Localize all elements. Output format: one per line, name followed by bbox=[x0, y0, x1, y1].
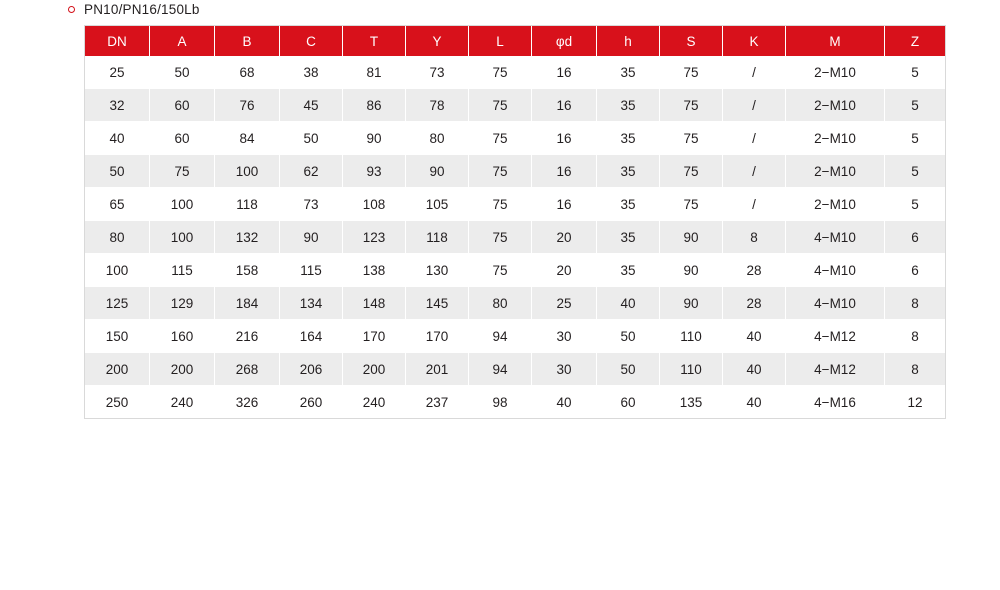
table-cell: 164 bbox=[280, 320, 343, 353]
table-cell: 100 bbox=[150, 221, 215, 254]
table-cell: 75 bbox=[469, 254, 532, 287]
table-cell: 35 bbox=[597, 56, 660, 89]
spec-table bbox=[85, 26, 945, 418]
table-cell: 75 bbox=[469, 221, 532, 254]
table-cell: 75 bbox=[660, 56, 723, 89]
table-row bbox=[85, 287, 945, 320]
table-row bbox=[85, 221, 945, 254]
table-row bbox=[85, 89, 945, 122]
table-cell: 200 bbox=[150, 353, 215, 386]
table-cell: 98 bbox=[469, 386, 532, 419]
table-cell: 135 bbox=[660, 386, 723, 419]
table-cell: 8 bbox=[723, 221, 786, 254]
table-cell: 200 bbox=[85, 353, 150, 386]
table-cell: 75 bbox=[660, 155, 723, 188]
table-cell: 20 bbox=[532, 221, 597, 254]
table-cell: 158 bbox=[215, 254, 280, 287]
table-cell: 6 bbox=[885, 254, 946, 287]
table-cell: 75 bbox=[660, 89, 723, 122]
table-cell: 250 bbox=[85, 386, 150, 419]
table-row bbox=[85, 122, 945, 155]
table-cell: 75 bbox=[469, 89, 532, 122]
table-cell: 148 bbox=[343, 287, 406, 320]
table-cell: 28 bbox=[723, 254, 786, 287]
table-cell: 4−M16 bbox=[786, 386, 885, 419]
table-cell: 170 bbox=[343, 320, 406, 353]
column-header: DN bbox=[85, 26, 150, 56]
table-cell: 2−M10 bbox=[786, 89, 885, 122]
table-cell: 130 bbox=[406, 254, 469, 287]
table-cell: 16 bbox=[532, 122, 597, 155]
table-cell: 237 bbox=[406, 386, 469, 419]
table-cell: 123 bbox=[343, 221, 406, 254]
table-cell: 216 bbox=[215, 320, 280, 353]
table-cell: 206 bbox=[280, 353, 343, 386]
table-cell: 35 bbox=[597, 254, 660, 287]
table-cell: 76 bbox=[215, 89, 280, 122]
table-cell: 32 bbox=[85, 89, 150, 122]
table-cell: 75 bbox=[660, 122, 723, 155]
table-header bbox=[85, 26, 945, 56]
table-cell: 75 bbox=[660, 188, 723, 221]
table-cell: 80 bbox=[406, 122, 469, 155]
table-row bbox=[85, 56, 945, 89]
table-cell: 28 bbox=[723, 287, 786, 320]
table-cell: 100 bbox=[85, 254, 150, 287]
caption-label: PN10/PN16/150Lb bbox=[84, 2, 200, 17]
column-header: B bbox=[215, 26, 280, 56]
table-cell: 50 bbox=[150, 56, 215, 89]
table-cell: 268 bbox=[215, 353, 280, 386]
table-cell: 90 bbox=[660, 254, 723, 287]
table-cell: 30 bbox=[532, 320, 597, 353]
table-cell: 110 bbox=[660, 320, 723, 353]
table-cell: 2−M10 bbox=[786, 188, 885, 221]
table-cell: 68 bbox=[215, 56, 280, 89]
table-cell: 201 bbox=[406, 353, 469, 386]
table-cell: 50 bbox=[85, 155, 150, 188]
table-cell: 62 bbox=[280, 155, 343, 188]
table-header-row bbox=[85, 26, 945, 56]
table-cell: 78 bbox=[406, 89, 469, 122]
table-cell: 75 bbox=[469, 188, 532, 221]
table-cell: 16 bbox=[532, 188, 597, 221]
table-cell: 25 bbox=[85, 56, 150, 89]
circle-bullet-icon bbox=[68, 6, 77, 15]
table-cell: 75 bbox=[469, 56, 532, 89]
table-cell: 5 bbox=[885, 188, 946, 221]
column-header: Z bbox=[885, 26, 946, 56]
column-header: C bbox=[280, 26, 343, 56]
table-cell: 40 bbox=[532, 386, 597, 419]
table-cell: 4−M10 bbox=[786, 287, 885, 320]
table-cell: 90 bbox=[280, 221, 343, 254]
table-cell: 75 bbox=[469, 122, 532, 155]
table-cell: 50 bbox=[280, 122, 343, 155]
table-cell: 240 bbox=[150, 386, 215, 419]
table-cell: 60 bbox=[597, 386, 660, 419]
column-header: h bbox=[597, 26, 660, 56]
table-cell: 94 bbox=[469, 320, 532, 353]
table-cell: 134 bbox=[280, 287, 343, 320]
table-cell: 115 bbox=[280, 254, 343, 287]
table-cell: 40 bbox=[597, 287, 660, 320]
table-cell: / bbox=[723, 56, 786, 89]
table-cell: 75 bbox=[150, 155, 215, 188]
table-cell: 108 bbox=[343, 188, 406, 221]
table-cell: 8 bbox=[885, 353, 946, 386]
table-cell: 138 bbox=[343, 254, 406, 287]
column-header: A bbox=[150, 26, 215, 56]
table-cell: 94 bbox=[469, 353, 532, 386]
table-row bbox=[85, 254, 945, 287]
table-cell: 75 bbox=[469, 155, 532, 188]
table-cell: 80 bbox=[85, 221, 150, 254]
column-header: Y bbox=[406, 26, 469, 56]
table-cell: 125 bbox=[85, 287, 150, 320]
table-cell: 5 bbox=[885, 89, 946, 122]
table-row bbox=[85, 188, 945, 221]
table-cell: 170 bbox=[406, 320, 469, 353]
table-cell: 45 bbox=[280, 89, 343, 122]
table-cell: 6 bbox=[885, 221, 946, 254]
table-cell: 38 bbox=[280, 56, 343, 89]
table-cell: 35 bbox=[597, 188, 660, 221]
table-cell: 105 bbox=[406, 188, 469, 221]
column-header: T bbox=[343, 26, 406, 56]
table-cell: 20 bbox=[532, 254, 597, 287]
table-cell: 5 bbox=[885, 155, 946, 188]
table-cell: 184 bbox=[215, 287, 280, 320]
table-cell: 25 bbox=[532, 287, 597, 320]
column-header: M bbox=[786, 26, 885, 56]
column-header: φd bbox=[532, 26, 597, 56]
table-cell: 118 bbox=[215, 188, 280, 221]
table-cell: 73 bbox=[406, 56, 469, 89]
table-cell: 73 bbox=[280, 188, 343, 221]
table-cell: 160 bbox=[150, 320, 215, 353]
table-cell: 115 bbox=[150, 254, 215, 287]
table-cell: 4−M12 bbox=[786, 353, 885, 386]
table-cell: 118 bbox=[406, 221, 469, 254]
table-cell: 50 bbox=[597, 320, 660, 353]
table-cell: 5 bbox=[885, 56, 946, 89]
column-header: K bbox=[723, 26, 786, 56]
table-cell: / bbox=[723, 188, 786, 221]
table-cell: / bbox=[723, 89, 786, 122]
table-row bbox=[85, 320, 945, 353]
table-cell: 60 bbox=[150, 122, 215, 155]
table-cell: 16 bbox=[532, 56, 597, 89]
table-cell: 100 bbox=[215, 155, 280, 188]
column-header: L bbox=[469, 26, 532, 56]
table-cell: 30 bbox=[532, 353, 597, 386]
table-cell: 145 bbox=[406, 287, 469, 320]
table-cell: 60 bbox=[150, 89, 215, 122]
table-body bbox=[85, 56, 945, 418]
table-cell: 200 bbox=[343, 353, 406, 386]
table-cell: 40 bbox=[723, 353, 786, 386]
table-row bbox=[85, 353, 945, 386]
table-cell: / bbox=[723, 155, 786, 188]
table-cell: 93 bbox=[343, 155, 406, 188]
table-cell: 90 bbox=[660, 221, 723, 254]
table-cell: 80 bbox=[469, 287, 532, 320]
table-cell: 150 bbox=[85, 320, 150, 353]
table-cell: 110 bbox=[660, 353, 723, 386]
table-cell: 129 bbox=[150, 287, 215, 320]
table-cell: 50 bbox=[597, 353, 660, 386]
table-cell: 4−M12 bbox=[786, 320, 885, 353]
table-cell: 4−M10 bbox=[786, 221, 885, 254]
table-cell: 2−M10 bbox=[786, 56, 885, 89]
table-cell: 90 bbox=[660, 287, 723, 320]
table-row bbox=[85, 155, 945, 188]
table-cell: 16 bbox=[532, 155, 597, 188]
table-cell: 35 bbox=[597, 89, 660, 122]
section-caption bbox=[68, 0, 200, 20]
table-cell: 35 bbox=[597, 221, 660, 254]
table-cell: 8 bbox=[885, 320, 946, 353]
table-cell: 35 bbox=[597, 155, 660, 188]
table-cell: 5 bbox=[885, 122, 946, 155]
table-cell: 132 bbox=[215, 221, 280, 254]
table-cell: 4−M10 bbox=[786, 254, 885, 287]
table-cell: 86 bbox=[343, 89, 406, 122]
table-cell: 40 bbox=[85, 122, 150, 155]
table-cell: 84 bbox=[215, 122, 280, 155]
column-header: S bbox=[660, 26, 723, 56]
table-cell: 90 bbox=[343, 122, 406, 155]
table-cell: 100 bbox=[150, 188, 215, 221]
table-cell: 40 bbox=[723, 386, 786, 419]
table-cell: 240 bbox=[343, 386, 406, 419]
table-cell: / bbox=[723, 122, 786, 155]
table-cell: 90 bbox=[406, 155, 469, 188]
table-cell: 8 bbox=[885, 287, 946, 320]
table-cell: 81 bbox=[343, 56, 406, 89]
table-cell: 12 bbox=[885, 386, 946, 419]
table-row bbox=[85, 386, 945, 419]
table-cell: 65 bbox=[85, 188, 150, 221]
table-cell: 260 bbox=[280, 386, 343, 419]
spec-table-container bbox=[84, 25, 946, 419]
table-cell: 16 bbox=[532, 89, 597, 122]
table-cell: 326 bbox=[215, 386, 280, 419]
table-cell: 35 bbox=[597, 122, 660, 155]
table-cell: 2−M10 bbox=[786, 122, 885, 155]
table-cell: 40 bbox=[723, 320, 786, 353]
table-cell: 2−M10 bbox=[786, 155, 885, 188]
